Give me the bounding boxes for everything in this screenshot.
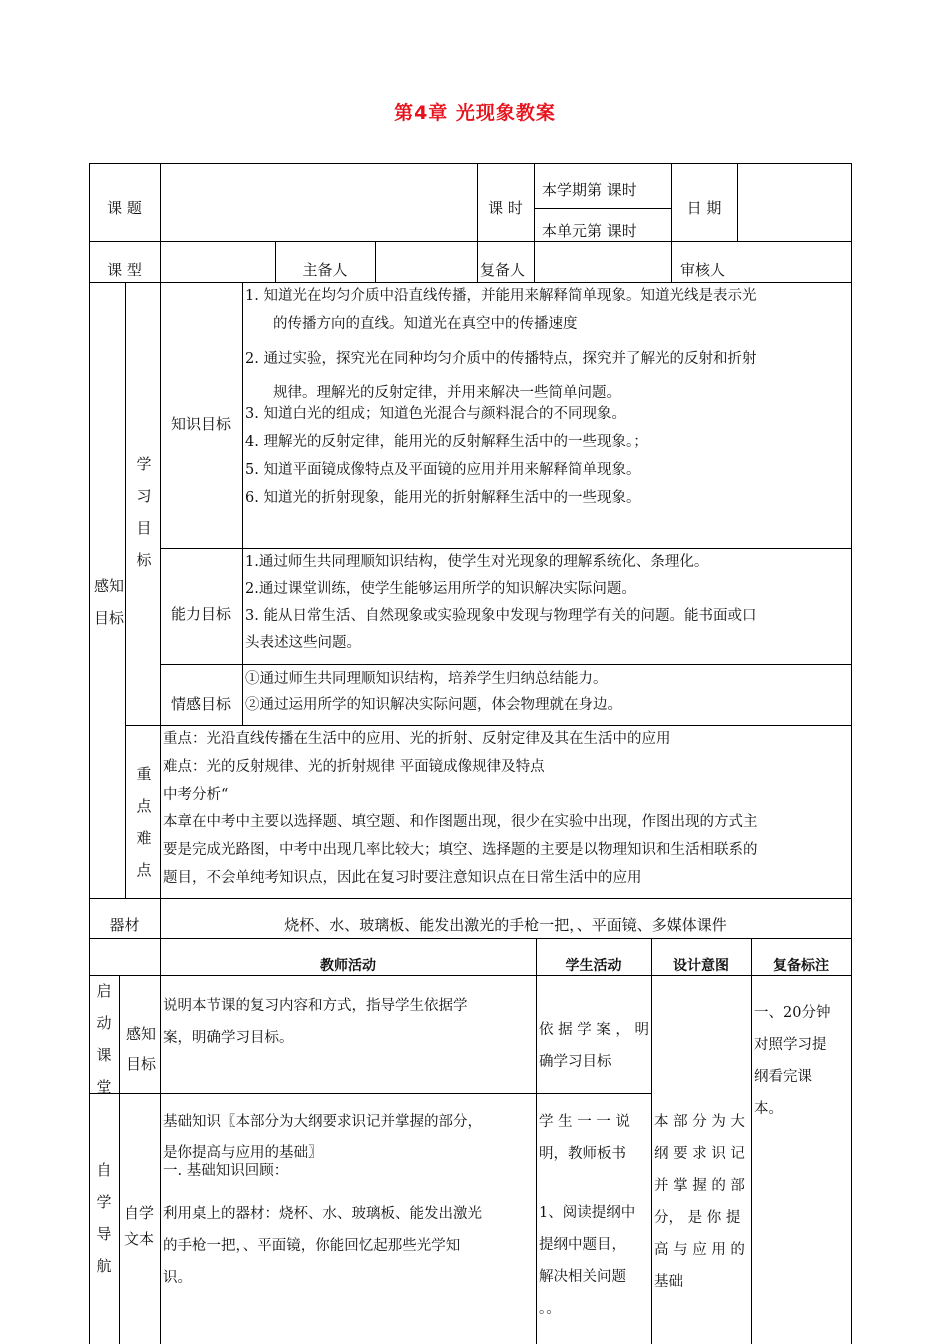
list-item: 重点：光沿直线传播在生活中的应用、光的折射、反射定律及其在生活中的应用: [163, 731, 671, 747]
list-item: 4. 理解光的反射定律，能用光的反射解释生活中的一些现象。；: [245, 434, 648, 450]
list-item: 规律。理解光的反射定律，并用来解决一些简单问题。: [273, 385, 621, 401]
period-label: 课 时: [488, 199, 523, 217]
text-line: 并 掌 握 的 部: [654, 1178, 745, 1194]
text-line: 一. 基础知识回顾：: [163, 1163, 289, 1179]
list-item: 中考分析“: [163, 787, 229, 803]
text-line: 本 部 分 为 大: [654, 1114, 745, 1130]
stage-start-label: 启动课堂: [96, 982, 112, 1096]
text-line: 本。: [754, 1101, 783, 1117]
topic-label: 课 题: [107, 199, 142, 217]
list-item: 难点：光的反射规律、光的折射规律 平面镜成像规律及特点: [163, 759, 545, 775]
period-unit: 本单元第 课时: [542, 222, 637, 240]
ability-goals-label: 能力目标: [170, 605, 231, 623]
list-item: 1.通过师生共同理顺知识结构，使学生对光现象的理解系统化、条理化。: [245, 554, 709, 570]
review-notes-header: 复备标注: [773, 958, 829, 974]
sub-self-study-label: 自学文本: [123, 1204, 154, 1248]
list-item: 2. 通过实验，探究光在同种均匀介质中的传播特点，探究并了解光的反射和折射: [245, 351, 757, 367]
text-line: 高 与 应 用 的: [654, 1242, 745, 1258]
teacher-activity-header: 教师活动: [320, 958, 376, 974]
list-item: 2.通过课堂训练，使学生能够运用所学的知识解决实际问题。: [245, 581, 636, 597]
text-line: 依 据 学 案 ， 明: [539, 1022, 650, 1038]
text-line: 解决相关问题: [539, 1269, 626, 1285]
page-title: 第4章 光现象教案: [394, 102, 556, 124]
list-item: 头表述这些问题。: [245, 635, 361, 651]
list-item: 1. 知道光在均匀介质中沿直线传播，并能用来解释简单现象。知道光线是表示光: [245, 288, 757, 304]
list-item: 题目，不会单纯考知识点，因此在复习时要注意知识点在日常生活中的应用: [163, 870, 642, 886]
text-line: 是你提高与应用的基础〗: [163, 1145, 323, 1161]
text-line: 的手枪一把，、平面镜，你能回忆起那些光学知: [163, 1238, 461, 1254]
emotion-goals-label: 情感目标: [170, 695, 231, 713]
text-line: 确学习目标: [539, 1054, 612, 1070]
list-item: 本章在中考中主要以选择题、填空题、和作图题出现，很少在实验中出现，作图出现的方式主: [163, 814, 758, 830]
list-item: ②通过运用所学的知识解决实际问题，体会物理就在身边。: [245, 697, 622, 713]
design-intent-header: 设计意图: [673, 958, 729, 974]
type-label: 课 型: [107, 261, 142, 279]
text-line: 案，明确学习目标。: [163, 1030, 294, 1046]
list-item: 6. 知道光的折射现象，能用光的折射解释生活中的一些现象。: [245, 490, 641, 506]
list-item: 5. 知道平面镜成像特点及平面镜的应用并用来解释简单现象。: [245, 462, 641, 478]
equipment-value: 烧杯、水、玻璃板、能发出激光的手枪一把，、平面镜、多媒体课件: [284, 916, 727, 934]
key-points-label: 重点难点: [136, 765, 152, 879]
goals-section-label: 感知目标: [93, 577, 124, 627]
text-line: 识。: [163, 1270, 192, 1286]
list-item: 3. 能从日常生活、自然现象或实验现象中发现与物理学有关的问题。能书面或口: [245, 608, 757, 624]
stage-self-study-label: 自学导航: [96, 1161, 112, 1275]
text-line: 纲 要 求 识 记: [654, 1146, 745, 1162]
reviewer-label: 审核人: [680, 261, 726, 279]
date-label: 日 期: [686, 199, 722, 217]
list-item: 的传播方向的直线。知道光在真空中的传播速度: [273, 316, 578, 332]
text-line: 基础知识〖本部分为大纲要求识记并掌握的部分，: [163, 1114, 482, 1130]
text-line: 明，教师板书: [539, 1146, 626, 1162]
period-semester: 本学期第 课时: [542, 181, 637, 199]
text-line: 纲看完课: [754, 1069, 812, 1085]
text-line: 基础: [654, 1274, 683, 1290]
sub-perception-label: 感知目标: [125, 1025, 156, 1073]
text-line: 一、20分钟: [754, 1005, 831, 1021]
knowledge-goals-label: 知识目标: [170, 415, 231, 433]
study-goals-label: 学习目标: [136, 455, 152, 569]
text-line: 。。: [539, 1301, 561, 1317]
equipment-label: 器材: [109, 916, 140, 934]
student-activity-header: 学生活动: [565, 958, 622, 974]
list-item: 要是完成光路图，中考中出现几率比较大；填空、选择题的主要是以物理知识和生活相联系的: [163, 842, 758, 858]
text-line: 提纲中题目，: [539, 1237, 626, 1253]
list-item: 3. 知道白光的组成；知道色光混合与颜料混合的不同现象。: [245, 406, 626, 422]
co-preparer-label: 复备人: [480, 261, 526, 279]
text-line: 学 生 一 一 说: [539, 1114, 630, 1130]
text-line: 利用桌上的器材：烧杯、水、玻璃板、能发出激光: [163, 1206, 482, 1222]
list-item: ①通过师生共同理顺知识结构，培养学生归纳总结能力。: [245, 671, 608, 687]
text-line: 1、阅读提纲中: [539, 1205, 636, 1221]
main-preparer-label: 主备人: [302, 261, 348, 279]
text-line: 分， 是 你 提: [654, 1210, 741, 1226]
text-line: 说明本节课的复习内容和方式，指导学生依据学: [163, 998, 468, 1014]
text-line: 对照学习提: [754, 1037, 827, 1053]
